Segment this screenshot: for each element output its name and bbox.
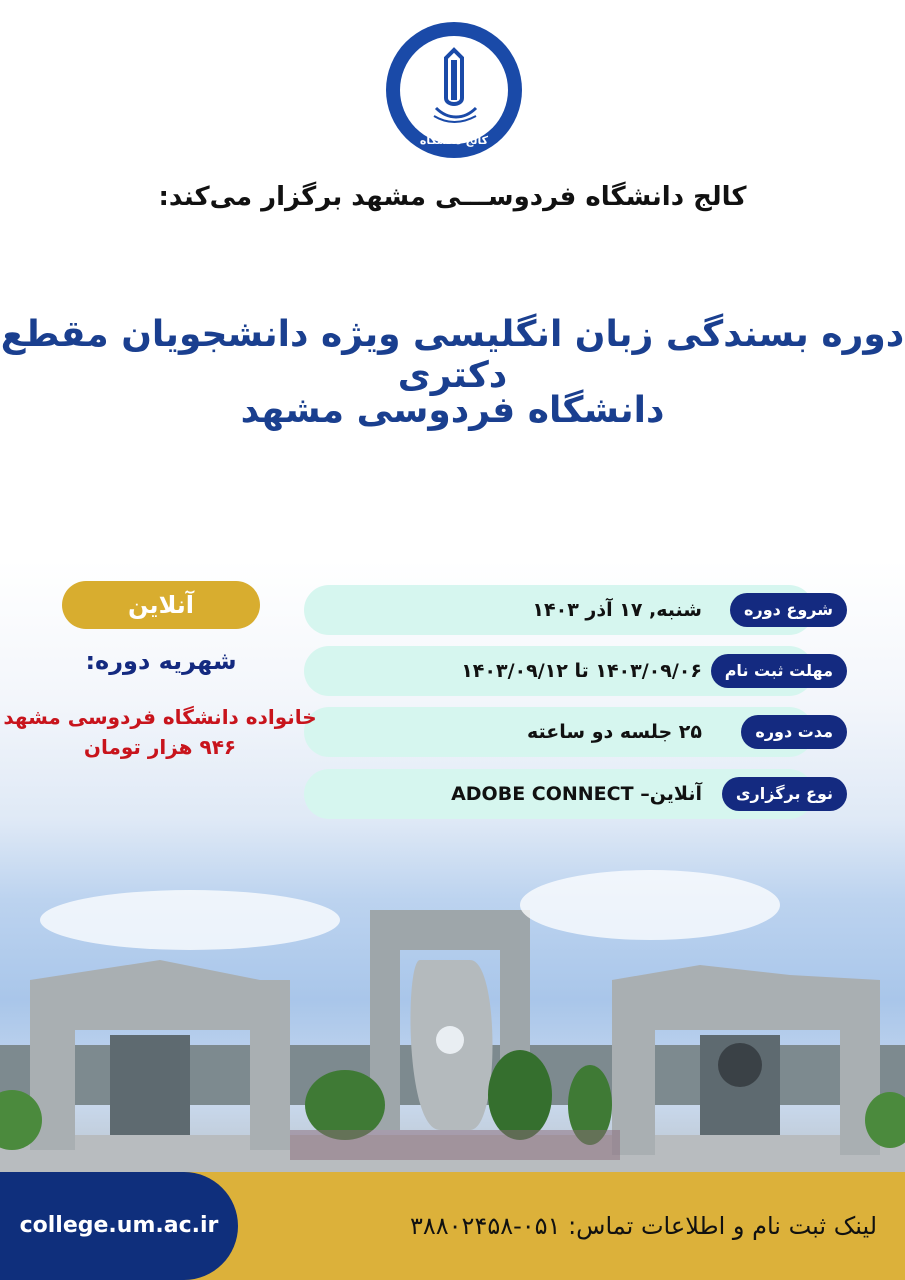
info-value: ۲۵ جلسه دو ساعته — [527, 721, 702, 743]
fee-label: شهریه دوره: — [85, 647, 237, 675]
info-label: شروع دوره — [730, 593, 847, 627]
info-label: مدت دوره — [741, 715, 847, 749]
fee-line1: خانواده دانشگاه فردوسی مشهد — [3, 705, 317, 729]
cloud — [40, 890, 340, 950]
info-row-registration — [304, 646, 833, 696]
pen-emblem-icon — [400, 36, 508, 144]
info-label: نوع برگزاری — [722, 777, 847, 811]
info-label: مهلت ثبت نام — [711, 654, 847, 688]
intro-text: کالج دانشگاه فردوســـی مشهد برگزار می‌کند: — [158, 182, 747, 212]
website-link[interactable]: college.um.ac.ir — [0, 1172, 238, 1280]
info-row-start — [304, 585, 833, 635]
contact-info: لینک ثبت نام و اطلاعات تماس: ۰۵۱-۳۸۸۰۲۴۵۸ — [409, 1212, 877, 1240]
campus-gate-photo — [0, 880, 905, 1180]
logo-ring-text: کالج دانشگاه — [419, 134, 489, 147]
info-row-type — [304, 769, 833, 819]
online-badge: آنلاین — [62, 581, 260, 629]
info-value: آنلاین– ADOBE CONNECT — [451, 783, 702, 805]
info-value: ۱۴۰۳/۰۹/۰۶ تا ۱۴۰۳/۰۹/۱۲ — [461, 660, 702, 682]
info-value: شنبه, ۱۷ آذر ۱۴۰۳ — [532, 599, 702, 621]
fee-details — [0, 702, 320, 762]
logo-emblem — [400, 36, 508, 144]
course-title-line2: دانشگاه فردوسی مشهد — [240, 390, 665, 431]
cloud — [520, 870, 780, 940]
fee-line2: ۹۴۶ هزار تومان — [83, 735, 237, 759]
university-logo — [386, 22, 522, 158]
info-row-duration — [304, 707, 833, 757]
course-title-line1: دوره بسندگی زبان انگلیسی ویژه دانشجویان مقطع دکتری — [0, 314, 905, 396]
